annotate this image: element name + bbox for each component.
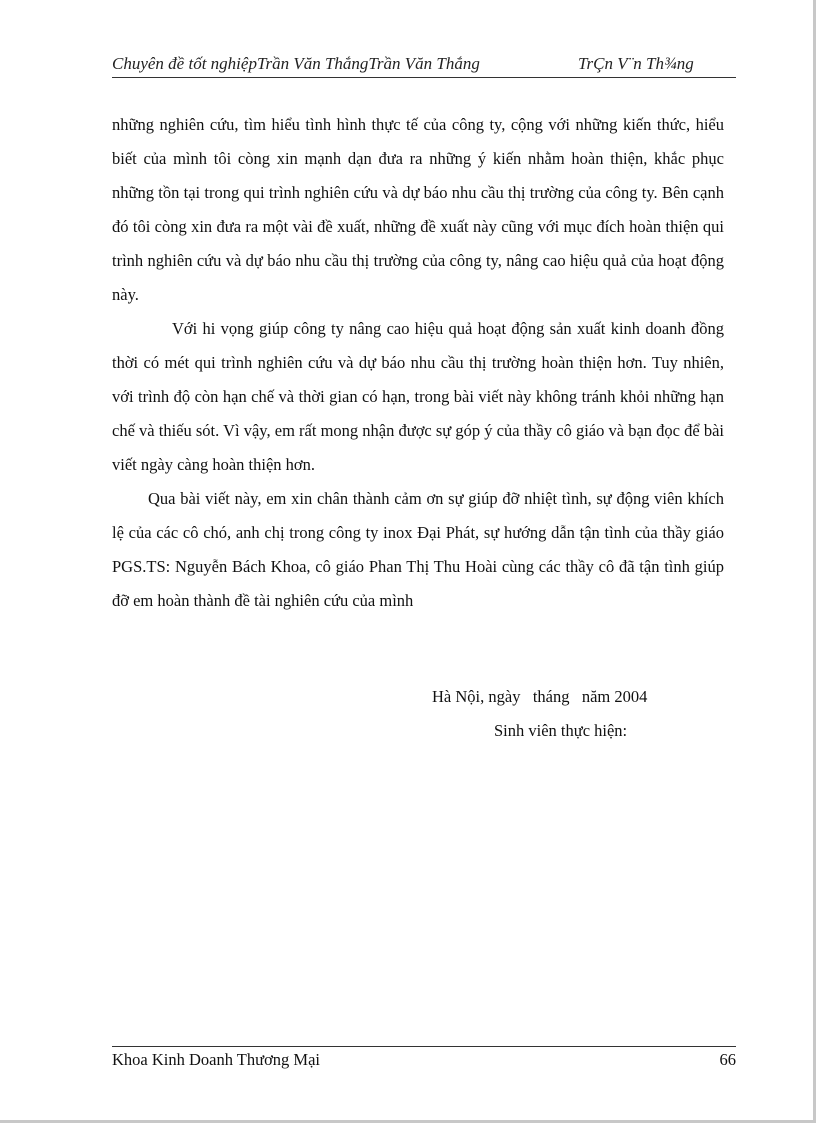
- signer-role: Sinh viên thực hiện:: [494, 721, 628, 740]
- paragraph: Với hi vọng giúp công ty nâng cao hiệu quả hoạt động sản xuất kinh doanh đồng thời có mét qui trình nghiên cứu và dự báo nhu cầu thị trường hoàn thiện hơn. Tuy nhiên, với trình độ còn hạn chế và thời gian có hạn, trong bài viết này không tránh khỏi những hạn chế và thiếu sót. Vì vậy, em rất mong nhận được sự góp ý của thầy cô giáo và bạn đọc để bài viết ngày càng hoàn thiện hơn.: [112, 319, 724, 474]
- header-title: Chuyên đề tốt nghiệpTrần Văn ThắngTrần Văn Thắng: [112, 54, 480, 73]
- footer-department: Khoa Kinh Doanh Thương Mại: [112, 1050, 321, 1069]
- header-divider: [112, 77, 736, 78]
- paragraph: những nghiên cứu, tìm hiểu tình hình thực tế của công ty, cộng với những kiến thức, hiểu biết của mình tôi còng xin mạnh dạn đưa ra những ý kiến nhằm hoàn thiện, khắc phục những tồn tại trong qui trình nghiên cứu và dự báo nhu cầu thị trường của công ty. Bên cạnh đó tôi còng xin đưa ra một vài đề xuất, những đề xuất này cũng với mục đích hoàn thiện qui trình nghiên cứu và dự báo nhu cầu thị trường của công ty, nâng cao hiệu quả của hoạt động này.: [112, 115, 724, 304]
- body-text: [112, 108, 724, 618]
- place-date: Hà Nội, ngày tháng năm 2004: [432, 687, 648, 706]
- page-number: 66: [719, 1050, 736, 1069]
- page-header: [112, 52, 736, 78]
- header-author: TrÇn V¨n Th¾ng: [578, 54, 694, 73]
- signature-block: [432, 680, 647, 748]
- paragraph: Qua bài viết này, em xin chân thành cảm ơn sự giúp đỡ nhiệt tình, sự động viên khích lệ của các cô chó, anh chị trong công ty inox Đại Phát, sự hướng dẫn tận tình của thầy giáo PGS.TS: Nguyễn Bách Khoa, cô giáo Phan Thị Thu Hoài cùng các thầy cô đã tận tình giúp đỡ em hoàn thành đề tài nghiên cứu của mình: [112, 489, 724, 610]
- footer-divider: [112, 1046, 736, 1047]
